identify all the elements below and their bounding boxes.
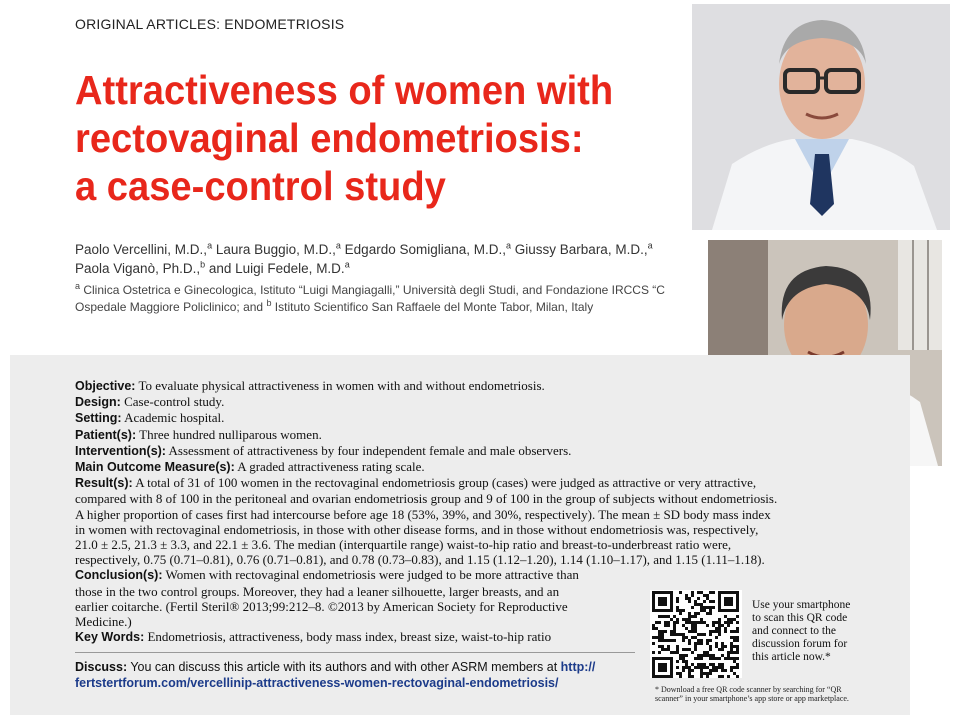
abstract-label: Patient(s): <box>75 427 137 442</box>
person-photo-icon <box>692 4 950 230</box>
abstract-conclusion-line: Medicine.) <box>75 614 132 630</box>
affiliation-mark: a <box>506 240 512 251</box>
author-line-1 <box>75 240 715 259</box>
abstract-value: Case-control study. <box>120 394 225 410</box>
affiliation-text: Ospedale Maggiore Policlinico; and <box>75 300 267 314</box>
affiliations <box>75 282 715 316</box>
abstract-design <box>75 394 865 410</box>
abstract-setting <box>75 410 865 426</box>
abstract-label: Design: <box>75 395 121 410</box>
qr-footnote-line: * Download a free QR code scanner by searching for “QR <box>655 685 842 694</box>
author-name: Giussy Barbara, M.D., <box>511 242 648 257</box>
affiliation-mark: a <box>75 281 81 291</box>
author-name: Paolo Vercellini, M.D., <box>75 242 208 257</box>
abstract-label: Conclusion(s): <box>75 568 163 583</box>
discuss-section <box>75 659 635 691</box>
forum-link[interactable]: http:// <box>560 660 596 674</box>
abstract-label: Intervention(s): <box>75 443 166 458</box>
abstract-conclusion-line <box>75 567 865 583</box>
author-list <box>75 240 715 278</box>
qr-code[interactable] <box>650 590 742 678</box>
abstract-label: Main Outcome Measure(s): <box>75 460 235 475</box>
abstract-label: Objective: <box>75 379 136 393</box>
affiliation-mark: a <box>335 240 341 251</box>
abstract-patients <box>75 427 865 443</box>
abstract-results-line: 21.0 ± 2.5, 21.3 ± 3.3, and 22.1 ± 3.6. The median (interquartile range) waist-to-hip ratio and breast-to-underbreast ratio were, <box>75 537 732 553</box>
abstract-value: Endometriosis, attractiveness, body mass index, breast size, waist-to-hip ratio <box>144 629 552 645</box>
abstract-value: To evaluate physical attractiveness in women with and without endometriosis. <box>135 378 545 393</box>
qr-footnote-line: scanner” in your smartphone’s app store or app marketplace. <box>655 694 849 703</box>
qr-instruction-line: Use your smartphone <box>752 599 851 611</box>
abstract-value: A graded attractiveness rating scale. <box>234 459 425 475</box>
abstract-results-line: compared with 8 of 100 in the peritoneal and ovarian endometriosis group and 9 of 100 in the group of subjects without endometriosis. <box>75 491 778 507</box>
abstract-outcome <box>75 459 865 475</box>
author-name: Edgardo Somigliana, M.D., <box>340 242 507 257</box>
article-title <box>75 66 652 210</box>
abstract-value: Three hundred nulliparous women. <box>136 426 322 442</box>
abstract-label: Result(s): <box>75 476 133 491</box>
qr-instruction-line: to scan this QR code <box>752 612 848 624</box>
abstract-results-line: respectively, 0.75 (0.71–0.81), 0.76 (0.71–0.81), and 0.78 (0.73–0.83), and 1.15 (1.12–1.20), 1.14 (1.10–1.17), and 1.15 (1.11–1.18). <box>75 552 765 568</box>
title-line-2: rectovaginal endometriosis: <box>75 115 584 161</box>
abstract-label: Setting: <box>75 411 122 426</box>
abstract-value: Assessment of attractiveness by four independent female and male observers. <box>165 442 572 458</box>
qr-instruction-line: this article now.* <box>752 651 831 663</box>
affiliation-mark: b <box>200 259 206 270</box>
abstract-text <box>75 378 865 645</box>
author-photo-1 <box>692 4 950 230</box>
affiliation-mark: a <box>647 240 653 251</box>
abstract-results-line <box>75 475 865 491</box>
qr-instructions <box>752 599 892 664</box>
author-name: and Luigi Fedele, M.D. <box>205 261 345 276</box>
author-line-2 <box>75 259 715 278</box>
abstract-conclusion-line: those in the two control groups. Moreover, they had a leaner silhouette, larger breasts, and an <box>75 583 560 599</box>
qr-footnote <box>655 685 905 703</box>
abstract-conclusion-line: earlier coitarche. (Fertil Steril® 2013;99:212–8. ©2013 by American Society for Reproductive <box>75 598 568 614</box>
divider <box>75 652 635 653</box>
affiliation-line-1 <box>75 282 715 299</box>
abstract-value: Women with rectovaginal endometriosis were judged to be more attractive than <box>162 567 579 583</box>
discuss-label: Discuss: <box>75 660 128 674</box>
affiliation-mark: b <box>266 298 272 308</box>
abstract-objective <box>75 378 865 394</box>
abstract-label: Key Words: <box>75 630 145 645</box>
affiliation-text: Istituto Scientifico San Raffaele del Monte Tabor, Milan, Italy <box>271 300 594 314</box>
title-line-1: Attractiveness of women with <box>75 67 614 113</box>
section-label: ORIGINAL ARTICLES: ENDOMETRIOSIS <box>75 16 345 32</box>
qr-instruction-line: and connect to the <box>752 625 836 637</box>
abstract-value: A total of 31 of 100 women in the rectovaginal endometriosis group (cases) were judged as attractive or very attractive, <box>132 475 757 491</box>
qr-instruction-line: discussion forum for <box>752 638 848 650</box>
affiliation-mark: a <box>207 240 213 251</box>
author-name: Paola Viganò, Ph.D., <box>75 261 201 276</box>
qr-code-icon <box>650 590 742 678</box>
abstract-results-line: A higher proportion of cases first had intercourse before age 18 (53%, 39%, and 30%, respectively). The mean ± SD body mass index <box>75 506 771 522</box>
abstract-value: Academic hospital. <box>121 410 225 426</box>
abstract-keywords <box>75 629 865 645</box>
abstract-results-line: in women with rectovaginal endometriosis, in those with other disease forms, and in those without endometriosis was, respectively, <box>75 521 759 537</box>
affiliation-text: Clinica Ostetrica e Ginecologica, Istituto “Luigi Mangiagalli,” Università degli Studi, and Fondazione IRCCS “C <box>80 283 665 297</box>
affiliation-line-2 <box>75 299 715 316</box>
author-name: Laura Buggio, M.D., <box>212 242 336 257</box>
discuss-text: You can discuss this article with its authors and with other ASRM members at <box>127 660 561 674</box>
forum-link[interactable]: fertstertforum.com/vercellinip-attractiveness-women-rectovaginal-endometriosis/ <box>75 676 559 690</box>
abstract-intervention <box>75 443 865 459</box>
title-line-3: a case-control study <box>75 163 446 209</box>
affiliation-mark: a <box>344 259 350 270</box>
